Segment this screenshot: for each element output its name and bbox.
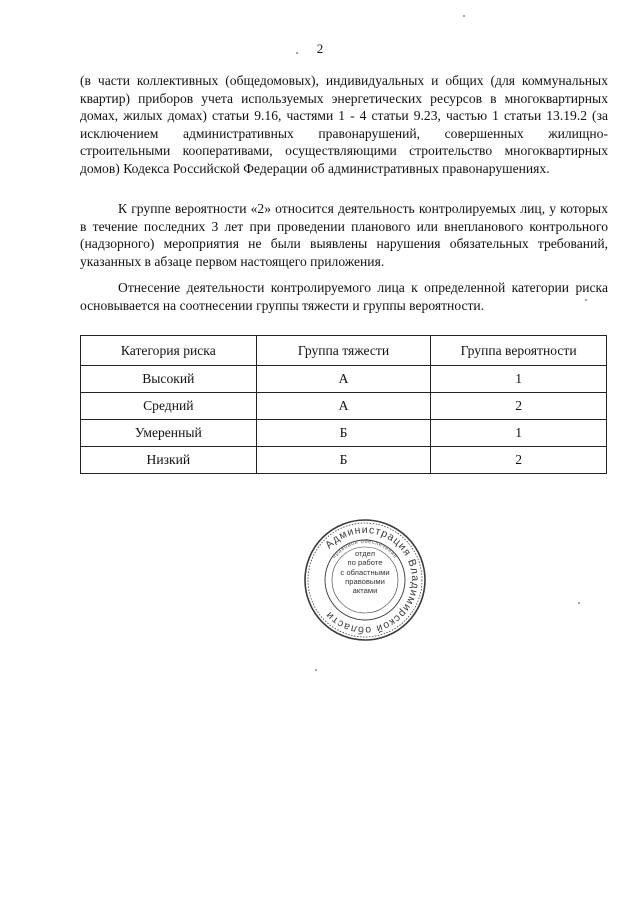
cell-severity-group: Б	[256, 420, 431, 447]
scan-speck	[463, 15, 465, 17]
cell-probability-group: 2	[431, 393, 607, 420]
header-risk-category: Категория риска	[81, 336, 257, 366]
cell-severity-group: А	[256, 393, 431, 420]
seal-ring-text: Администрация Владимирской области	[322, 523, 422, 637]
seal-inner-ring-text: правовое обеспечение	[331, 538, 399, 560]
seal-line: правовыми	[345, 576, 385, 586]
seal-center-text	[337, 549, 393, 595]
seal-line: актами	[352, 586, 378, 596]
cell-severity-group: Б	[256, 447, 431, 474]
cell-risk-category: Умеренный	[81, 420, 257, 447]
scan-speck	[578, 602, 580, 604]
cell-severity-group: А	[256, 366, 431, 393]
table-row	[81, 420, 607, 447]
risk-category-table	[80, 335, 607, 474]
seal-line: с областными	[340, 567, 390, 577]
paragraph-2: К группе вероятности «2» относится деятельность контролируемых лиц, у которых в течение последних 3 лет при проведении планового или внепланового контрольного (надзорного) мероприятия не были выявлены нарушения обязательных требований, указанных в абзаце первом настоящего приложения.	[80, 201, 608, 269]
table-header-row	[81, 336, 607, 366]
paragraph-3: Отнесение деятельности контролируемого лица к определенной категории риска основывается на соотнесении группы тяжести и группы вероятности.	[80, 280, 608, 313]
cell-probability-group: 1	[431, 420, 607, 447]
cell-risk-category: Средний	[81, 393, 257, 420]
scan-speck	[585, 299, 587, 301]
scan-speck	[315, 669, 317, 671]
page-number: 2	[316, 41, 324, 56]
paragraph-1: (в части коллективных (общедомовых), индивидуальных и общих (для коммунальных квартир) приборов учета используемых энергетических ресурсов в многоквартирных домах, жилых домах) статьи 9.16, частями 1 - 4 статьи 9.23, частью 1 статьи 13.19.2 (за исключением административных правонарушений, совершенных жилищно-строительными кооперативами, осуществляющими строительство многоквартирных домов) Кодекса Российской Федерации об административных правонарушениях.	[80, 73, 608, 176]
cell-risk-category: Низкий	[81, 447, 257, 474]
table-row	[81, 366, 607, 393]
table-row	[81, 393, 607, 420]
header-probability-group: Группа вероятности	[431, 336, 607, 366]
cell-risk-category: Высокий	[81, 366, 257, 393]
table-row	[81, 447, 607, 474]
cell-probability-group: 2	[431, 447, 607, 474]
seal-line: по работе	[347, 558, 383, 568]
scan-speck	[296, 52, 298, 54]
official-seal-stamp	[303, 518, 427, 642]
cell-probability-group: 1	[431, 366, 607, 393]
seal-line: отдел	[354, 549, 376, 558]
header-severity-group: Группа тяжести	[256, 336, 431, 366]
